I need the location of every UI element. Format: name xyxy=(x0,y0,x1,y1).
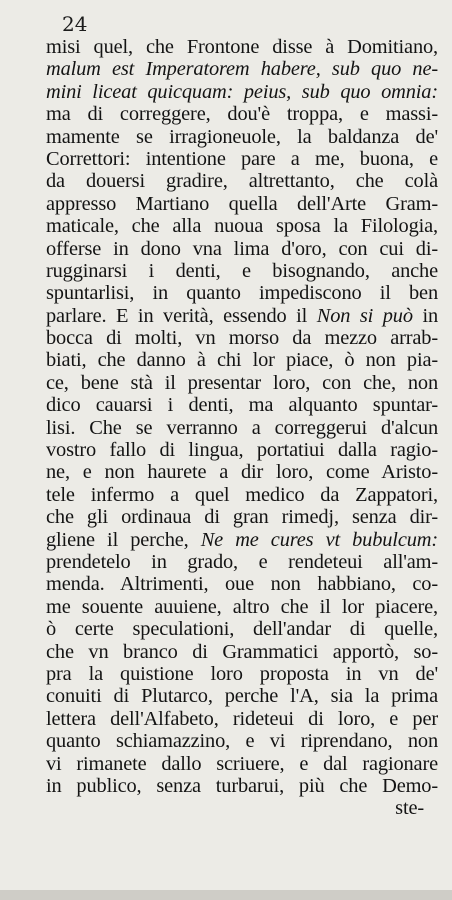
text-line xyxy=(46,81,438,103)
text-line xyxy=(46,775,438,797)
text-segment: lettera dell'Alfabeto, rideteui di loro, e per xyxy=(46,707,438,730)
text-segment: bocca di molti, vn morso da mezzo arrab- xyxy=(46,327,438,350)
italic-segment: Ne me cures vt bubulcum: xyxy=(200,528,438,551)
text-line xyxy=(46,461,438,483)
text-line xyxy=(46,529,438,551)
text-line xyxy=(46,193,438,215)
text-line xyxy=(46,260,438,282)
text-segment: vi rimanete dallo scriuere, e dal ragionare xyxy=(46,752,438,775)
text-segment: spuntarlisi, in quanto impediscono il ben xyxy=(46,282,438,305)
text-line xyxy=(46,663,438,685)
body-text xyxy=(46,36,438,820)
text-segment: vostro fallo di lingua, portatiui dalla ragio- xyxy=(46,439,438,462)
text-segment: ò certe speculationi, dell'andar di quelle, xyxy=(46,618,438,641)
text-line xyxy=(46,685,438,707)
text-line xyxy=(46,641,438,663)
text-segment: me souente auuiene, altro che il lor piacere, xyxy=(46,595,438,618)
text-line xyxy=(46,484,438,506)
text-line xyxy=(46,126,438,148)
text-line xyxy=(46,238,438,260)
text-segment: che gli ordinaua di gran rimedj, senza dir- xyxy=(46,506,438,529)
text-segment: mamente se irragioneuole, la baldanza de' xyxy=(46,125,438,148)
italic-segment: mini liceat quicquam: peius, sub quo omnia: xyxy=(46,80,438,103)
text-segment: ne, e non haurete a dir loro, come Aristo- xyxy=(46,461,438,484)
text-segment: lisi. Che se verranno a correggerui d'alcun xyxy=(46,416,438,439)
text-segment: menda. Altrimenti, oue non habbiano, co- xyxy=(46,573,438,596)
text-segment: maticale, che alla nuoua sposa la Filologia, xyxy=(46,215,438,238)
text-segment: rugginarsi i denti, e bisognando, anche xyxy=(46,259,438,282)
text-segment: che vn branco di Grammatici apportò, so- xyxy=(46,640,438,663)
text-line xyxy=(46,618,438,640)
text-segment: conuiti di Plutarco, perche l'A, sia la prima xyxy=(46,685,438,708)
catchword xyxy=(46,797,438,819)
text-segment: parlare. E in verità, essendo il xyxy=(46,304,317,327)
text-segment: ce, bene stà il presentar loro, con che, non xyxy=(46,371,438,394)
text-segment: dico cauarsi i denti, ma alquanto spuntar- xyxy=(46,394,438,417)
text-line xyxy=(46,439,438,461)
text-line xyxy=(46,282,438,304)
text-line xyxy=(46,573,438,595)
text-segment: pra la quistione loro proposta in vn de' xyxy=(46,662,438,685)
scan-edge xyxy=(0,890,452,900)
text-line xyxy=(46,394,438,416)
text-line xyxy=(46,148,438,170)
italic-segment: malum est Imperatorem habere, sub quo ne- xyxy=(46,58,438,81)
text-line xyxy=(46,551,438,573)
text-line xyxy=(46,730,438,752)
text-segment: in publico, senza turbarui, più che Demo- xyxy=(46,774,438,797)
text-segment: quanto schiamazzino, e vi riprendano, non xyxy=(46,730,438,753)
text-line xyxy=(46,417,438,439)
text-segment: biati, che danno à chi lor piace, ò non pia- xyxy=(46,349,438,372)
text-segment: Correttori: intentione pare a me, buona, e xyxy=(46,147,438,170)
text-line xyxy=(46,215,438,237)
italic-segment: Non si può xyxy=(316,304,413,327)
text-segment: gliene il perche, xyxy=(46,528,201,551)
text-segment: misi quel, che Frontone disse à Domitiano, xyxy=(46,36,438,58)
text-segment: tele infermo a quel medico da Zappatori, xyxy=(46,483,438,506)
text-segment: prendetelo in grado, e rendeteui all'am- xyxy=(46,550,438,573)
text-line xyxy=(46,170,438,192)
text-segment: in xyxy=(412,304,439,327)
page-number: 24 xyxy=(62,12,88,36)
text-segment: da douersi gradire, altrettanto, che colà xyxy=(46,170,438,193)
text-line xyxy=(46,753,438,775)
text-segment: ma di correggere, dou'è troppa, e massi- xyxy=(46,103,438,126)
text-line xyxy=(46,708,438,730)
text-line xyxy=(46,103,438,125)
text-segment: ste- xyxy=(395,797,424,820)
text-segment: offerse in dono vna lima d'oro, con cui di- xyxy=(46,237,438,260)
text-line xyxy=(46,372,438,394)
text-line xyxy=(46,36,438,58)
text-line xyxy=(46,506,438,528)
text-line xyxy=(46,349,438,371)
text-line xyxy=(46,596,438,618)
text-line xyxy=(46,305,438,327)
text-segment: appresso Martiano quella dell'Arte Gram- xyxy=(46,192,438,215)
text-line xyxy=(46,327,438,349)
text-line xyxy=(46,58,438,80)
